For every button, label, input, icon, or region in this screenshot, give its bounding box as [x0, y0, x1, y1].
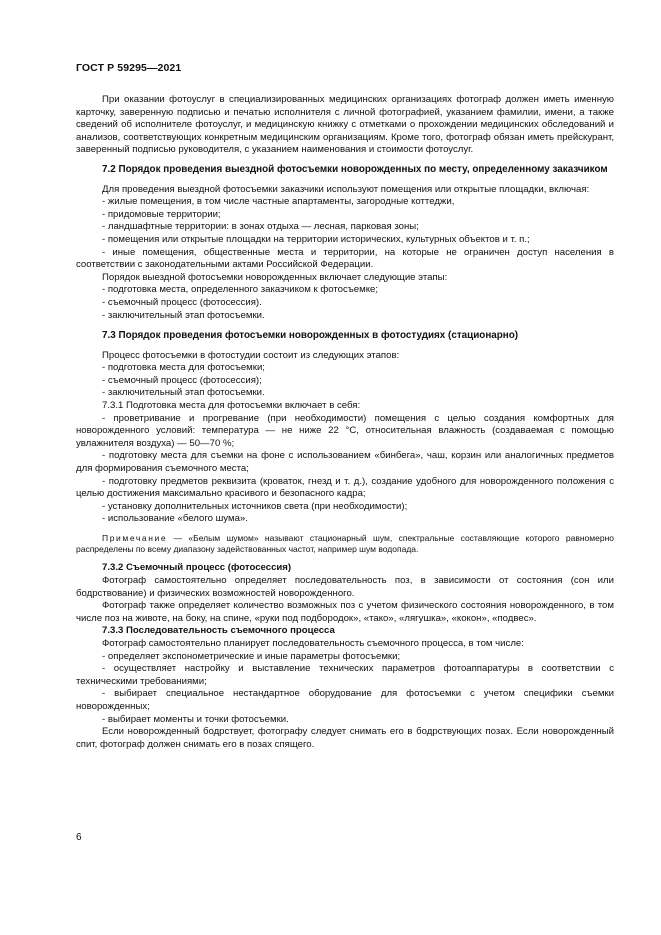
- list-item: - ландшафтные территории: в зонах отдыха — лесная, парковая зоны;: [102, 221, 419, 233]
- paragraph: - подготовку предметов реквизита (кроваток, гнезд и т. д.), создание удобного для новорожденного положения с целью достижения максимально красивого и безопасного кадра;: [76, 475, 614, 500]
- paragraph: Если новорожденный бодрствует, фотографу следует снимать его в бодрствующих позах. Если новорожденный спит, фотограф должен снимать его в позах спящего.: [76, 726, 614, 750]
- section-heading: 7.3 Порядок проведения фотосъемки новорожденных в фотостудиях (стационарно): [102, 330, 519, 342]
- paragraph: Фотограф самостоятельно определяет последовательность поз, в зависимости от состояния (сон или бодрствование) и физических возможностей новорожденного.: [76, 575, 614, 599]
- note-paragraph: [76, 533, 614, 555]
- document-header: ГОСТ Р 59295—2021: [76, 62, 182, 74]
- spacer: [76, 343, 614, 350]
- section-heading: 7.3.3 Последовательность съемочного процесса: [102, 625, 335, 637]
- list-item: - заключительный этап фотосъемки.: [102, 309, 265, 321]
- page-number: 6: [76, 832, 82, 843]
- note-text: — «Белым шумом» называют стационарный шум, спектральные составляющие которого равномерно распределены по всему диапазону задействованных частот, например шум водопада.: [76, 533, 614, 555]
- list-item: - использование «белого шума».: [102, 513, 248, 525]
- spacer: [76, 526, 614, 533]
- note-label: Примечание: [102, 533, 168, 543]
- list-item: - подготовка места, определенного заказчиком к фотосъемке;: [102, 284, 379, 296]
- list-item: - определяет экспонометрические и иные параметры фотосъемки;: [102, 650, 401, 662]
- spacer: [76, 157, 614, 164]
- list-item: - установку дополнительных источников света (при необходимости);: [102, 500, 408, 512]
- spacer: [76, 177, 614, 184]
- paragraph: Процесс фотосъемки в фотостудии состоит из следующих этапов:: [102, 349, 400, 361]
- paragraph: 7.3.1 Подготовка места для фотосъемки включает в себя:: [102, 400, 361, 412]
- paragraph: Фотограф также определяет количество возможных поз с учетом физического состояния новорожденного, в том числе поз на животе, на боку, на спине, «руки под подбородок», «тако», «лягушка», «кокон», «подвес».: [76, 600, 614, 624]
- list-item: - съемочный процесс (фотосессия);: [102, 374, 262, 386]
- list-item: - придомовые территории;: [102, 208, 221, 220]
- spacer: [76, 555, 614, 562]
- paragraph: Фотограф самостоятельно планирует последовательность съемочного процесса, в том числе:: [102, 637, 524, 649]
- paragraph: Порядок выездной фотосъемки новорожденных включает следующие этапы:: [102, 271, 448, 283]
- section-heading: 7.2 Порядок проведения выездной фотосъемки новорожденных по месту, определенному заказчиком: [102, 163, 608, 175]
- paragraph: - иные помещения, общественные места и территории, на которые не ограничен доступ населения в соответствии с законодательными актами Российской Федерации.: [76, 246, 614, 271]
- paragraph: - осуществляет настройку и выставление технических параметров фотоаппаратуры в соответствии с техническими требованиями;: [76, 663, 614, 687]
- paragraph: При оказании фотоуслуг в специализированных медицинских организациях фотограф должен иметь именную карточку, заверенную подписью и печатью исполнителя с личной фотографией, указанием фамилии, имени, а также сведений об исполнителе фотоуслуг, и медицинскую книжку с отметками о прохождении медицинских обследований и анализов, соответствующих конкретным медицинским организациям. Кроме того, фотограф обязан иметь прейскурант, заверенный подписью руководителя, с указанием наименования и стоимости фотоуслуг.: [76, 94, 614, 156]
- paragraph: - проветривание и прогревание (при необходимости) помещения с целью создания комфортных для новорожденного условий: температура — не ниже 22 °С, относительная влажность (создаваемая с помощью увлажнителя воздуха) — 50—70 %;: [76, 412, 614, 449]
- list-item: - подготовка места для фотосъемки;: [102, 362, 265, 374]
- paragraph: - выбирает специальное нестандартное оборудование для фотосъемки с учетом специфики съемки новорожденных;: [76, 688, 614, 712]
- document-body: [76, 94, 614, 751]
- list-item: - съемочный процесс (фотосессия).: [102, 296, 262, 308]
- spacer: [76, 322, 614, 330]
- list-item: - выбирает моменты и точки фотосъемки.: [102, 713, 289, 725]
- paragraph: Для проведения выездной фотосъемки заказчики используют помещения или открытые площадки, включая:: [102, 183, 590, 195]
- list-item: - жилые помещения, в том числе частные апартаменты, загородные коттеджи,: [102, 196, 455, 208]
- section-heading: 7.3.2 Съемочный процесс (фотосессия): [102, 562, 292, 574]
- list-item: - заключительный этап фотосъемки.: [102, 387, 265, 399]
- list-item: - помещения или открытые площадки на территории исторических, культурных объектов и т. п.;: [102, 233, 530, 245]
- paragraph: - подготовку места для съемки на фоне с использованием «бинбега», чаш, корзин или аналогичных предметов для формирования съемочного места;: [76, 450, 614, 475]
